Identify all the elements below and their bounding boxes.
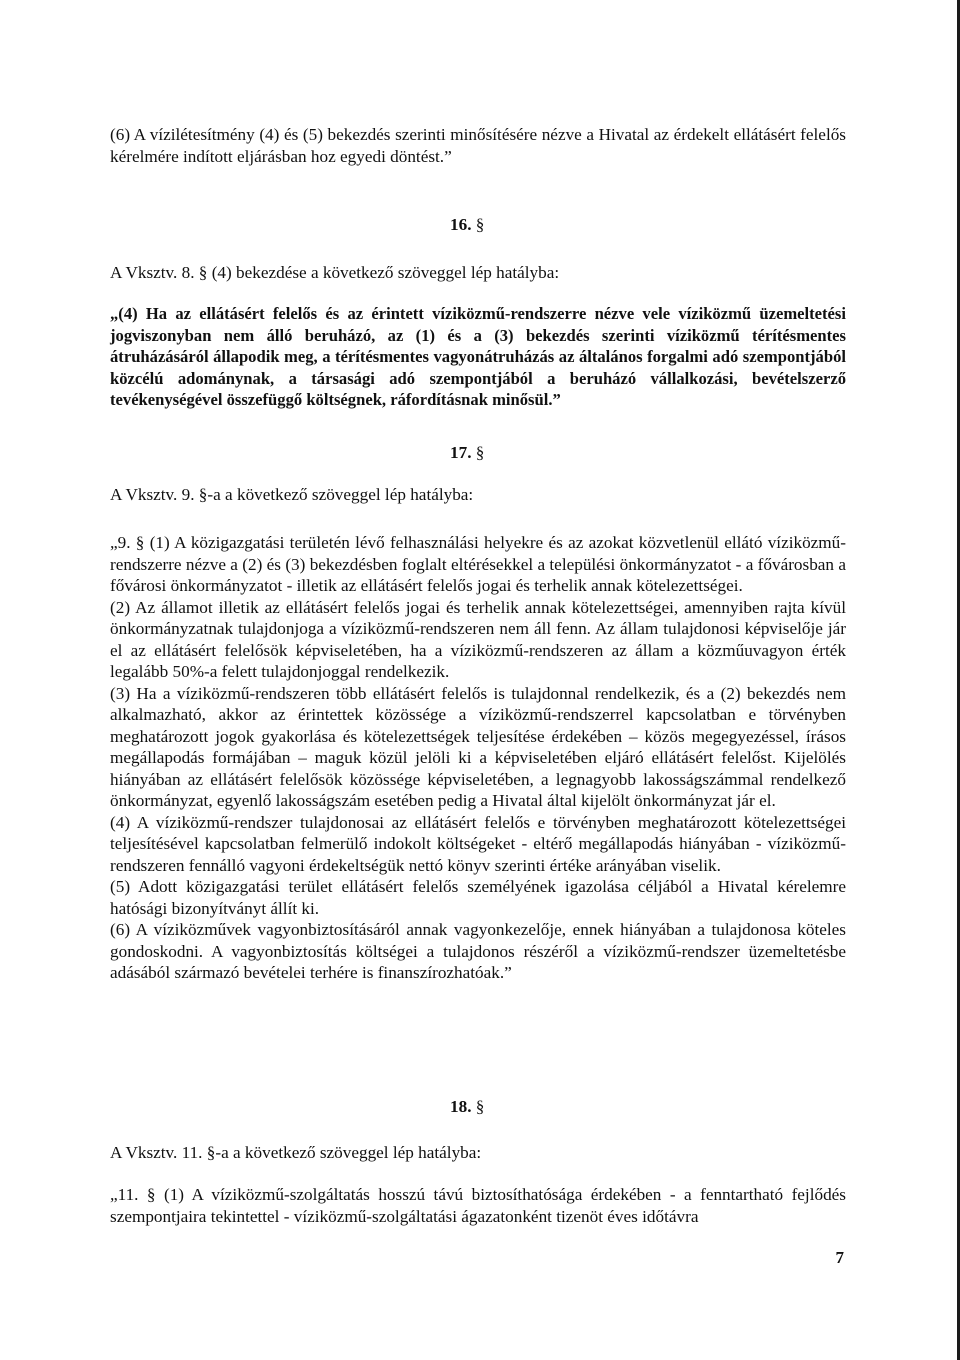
section-9-paragraph-6: (6) A víziközművek vagyonbiztosításáról annak vagyonkezelője, ennek hiányában a tulajdonosa köteles gondoskodni. A vagyonbiztosítás költségei a tulajdonos részéről a víziközmű-rendszer üzemeltetésbe adásából származó bevételei terhére is finanszírozhatóak.” (110, 920, 846, 982)
paragraph-6-previous: (6) A vízilétesítmény (4) és (5) bekezdés szerinti minősítésére nézve a Hivatal az érdekelt ellátásért felelős kérelmére indított eljárásban hoz egyedi döntést.” (110, 125, 846, 166)
section-9-paragraph-5: (5) Adott közigazgatási terület ellátásért felelős személyének igazolása céljából a Hivatal kérelemre hatósági bizonyítványt állít ki. (110, 877, 846, 918)
section-number: 16. (450, 215, 472, 234)
section-heading-16 (450, 214, 484, 236)
section-9-paragraph-1: „9. § (1) A közigazgatási területén lévő felhasználási helyekre és az azokat közvetlenül ellátó víziközmű-rendszerre nézve a (2) és (3) bekezdésben foglalt eltérésekkel a települési önkormányzatot - a fővárosban a fővárosi önkormányzatot - illetik az ellátásért felelős jogai és terhelik annak kötelezettségei. (110, 533, 846, 595)
section-9-text (110, 532, 846, 984)
section-9-paragraph-3: (3) Ha a víziközmű-rendszeren több ellátásért felelős is tulajdonnal rendelkezik, és a (2) bekezdés nem alkalmazható, akkor az érintettek közössége a víziközmű-rendszerrel kapcsolatban e törvényben meghatározott jogok gyakorlása és kötelezettségek teljesítése érdekében – közös megegyezéssel, írásos megállapodás formájában – maguk közül jelöli ki a képviseletében eljáró ellátásért felelőst. Kijelölés hiányában az ellátásért felelősök közössége képviseletében, a legnagyobb lakosságszámmal rendelkező önkormányzat, egyenlő lakosságszám esetében pedig a Hivatal által kijelölt önkormányzat jár el. (110, 683, 846, 810)
section-heading-17 (450, 442, 484, 464)
section-heading-18 (450, 1096, 484, 1118)
section-number: 17. (450, 443, 472, 462)
section-symbol: § (475, 215, 485, 234)
section-9-paragraph-2: (2) Az államot illetik az ellátásért felelős jogai és terhelik annak kötelezettségei, amennyiben rajta kívül önkormányzatnak tulajdonjoga a víziközmű-rendszeren nem áll fenn. Az állam tulajdonosi képviselője jár el az ellátásért felelősök képviseletében, ha a víziközmű-rendszeren az állam a közműuvagyon érték legalább 50%-a felett tulajdonjoggal rendelkezik. (110, 597, 846, 681)
page-number: 7 (835, 1248, 844, 1267)
section-11-paragraph-1: „11. § (1) A víziközmű-szolgáltatás hosszú távú biztosíthatósága érdekében - a fenntartható fejlődés szempontjaira tekintettel - víziközmű-szolgáltatási ágazatonként tizenöt éves időtávra (110, 1185, 846, 1226)
quoted-paragraph-4: „(4) Ha az ellátásért felelős és az érintett víziközmű-rendszerre nézve vele víziközmű üzemeltetési jogviszonyban nem álló beruházó, az (1) és a (3) bekezdés szerinti víziközmű térítésmentes átruházásáról állapodik meg, a térítésmentes vagyonátruházás az általános forgalmi adó szempontjából közcélú adománynak, a társasági adó szempontjából a beruházó vállalkozási, bevételszerző tevékenységével összefüggő költségnek, ráfordításnak minősül.” (110, 304, 846, 409)
amendment-intro-16: A Vksztv. 8. § (4) bekezdése a következő szöveggel lép hatályba: (110, 263, 560, 282)
section-symbol: § (475, 443, 485, 462)
amendment-intro-18: A Vksztv. 11. §-a a következő szöveggel lép hatályba: (110, 1143, 482, 1162)
section-9-paragraph-4: (4) A víziközmű-rendszer tulajdonosai az ellátásért felelős e törvényben meghatározott kötelezettségei teljesítésével kapcsolatban felmerülő indokolt költségeket - eltérő megállapodás hiányában - víziközmű-rendszeren fennálló vagyoni érdekeltségük nettó könyv szerinti értéke arányában viselik. (110, 812, 846, 875)
amendment-intro-17: A Vksztv. 9. §-a a következő szöveggel lép hatályba: (110, 485, 474, 504)
section-number: 18. (450, 1097, 472, 1116)
section-symbol: § (475, 1097, 485, 1116)
